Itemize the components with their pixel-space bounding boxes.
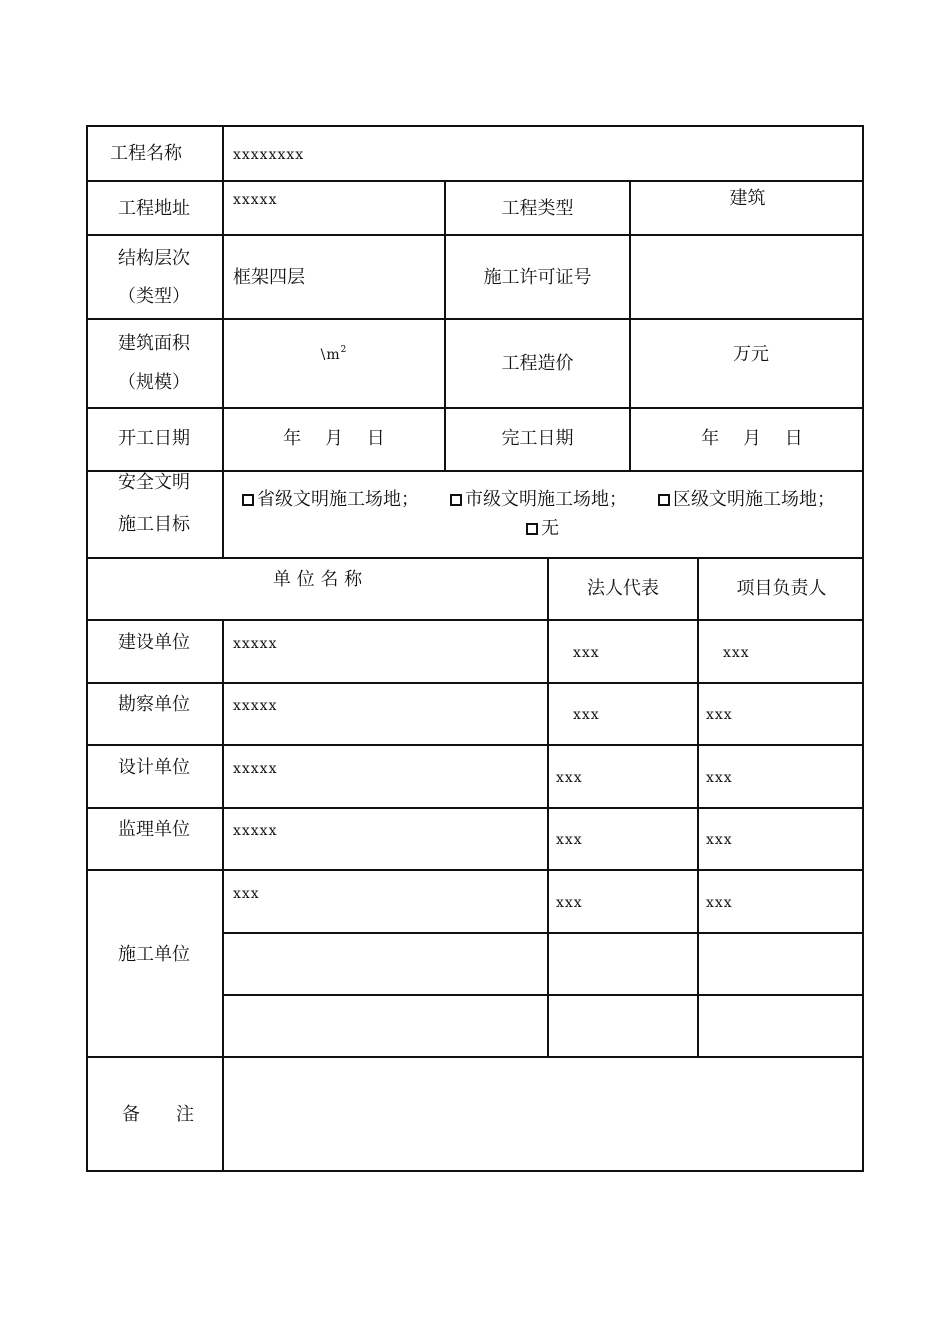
- unit-name-header: 单 位 名 称: [272, 569, 363, 590]
- project-address-value: xxxxx: [233, 192, 278, 208]
- row-divider: [88, 470, 864, 472]
- row-divider: [223, 932, 864, 934]
- row-divider: [88, 180, 864, 182]
- unit-manager: xxx: [706, 770, 733, 786]
- area-label-line2: （规模）: [118, 372, 190, 393]
- row-divider: [88, 557, 864, 559]
- row-divider: [88, 807, 864, 809]
- column-divider: [547, 557, 549, 1056]
- structure-label-line1: 结构层次: [118, 248, 190, 269]
- start-date-label: 开工日期: [118, 428, 190, 449]
- construction-unit-legal-rep: xxx: [556, 895, 583, 911]
- remarks-label: 备 注: [122, 1104, 194, 1125]
- unit-role: 建设单位: [118, 632, 190, 653]
- option-district[interactable]: [658, 491, 835, 509]
- column-divider: [444, 180, 446, 470]
- area-label-line1: 建筑面积: [118, 333, 190, 354]
- row-divider: [88, 318, 864, 320]
- row-divider: [88, 619, 864, 621]
- unit-role: 监理单位: [118, 819, 190, 840]
- column-divider: [629, 180, 631, 470]
- unit-legal-rep: xxx: [556, 770, 583, 786]
- unit-name: xxxxx: [233, 698, 278, 714]
- cost-label: 工程造价: [501, 353, 574, 374]
- project-type-label: 工程类型: [501, 198, 574, 219]
- start-date-value: 年 月 日: [283, 428, 385, 449]
- column-divider: [222, 127, 224, 557]
- unit-role: 设计单位: [118, 757, 190, 778]
- safety-label-line2: 施工目标: [118, 514, 190, 535]
- column-divider: [697, 557, 699, 1056]
- structure-value: 框架四层: [233, 267, 305, 288]
- end-date-label: 完工日期: [501, 428, 574, 449]
- option-label: 区级文明施工场地；: [673, 489, 835, 510]
- legal-rep-header: 法人代表: [587, 578, 659, 599]
- checkbox-icon[interactable]: [450, 494, 462, 506]
- option-label: 市级文明施工场地；: [465, 489, 627, 510]
- unit-manager: xxx: [706, 707, 733, 723]
- option-none[interactable]: [526, 520, 559, 538]
- structure-label-line2: （类型）: [118, 286, 190, 307]
- construction-unit-manager: xxx: [706, 895, 733, 911]
- project-name-value: xxxxxxxx: [233, 147, 305, 163]
- unit-name: xxxxx: [233, 823, 278, 839]
- safety-label-line1: 安全文明: [118, 472, 190, 493]
- area-value: $\backslash m^2$: [320, 345, 348, 363]
- unit-legal-rep: xxx: [556, 832, 583, 848]
- option-municipal[interactable]: [450, 491, 627, 509]
- row-divider: [88, 744, 864, 746]
- manager-header: 项目负责人: [736, 578, 827, 599]
- project-type-value: 建筑: [729, 188, 766, 209]
- option-provincial[interactable]: [242, 491, 419, 509]
- unit-manager: xxx: [723, 645, 750, 661]
- row-divider: [223, 994, 864, 996]
- option-label: 无: [541, 518, 559, 539]
- checkbox-icon[interactable]: [242, 494, 254, 506]
- permit-no-label: 施工许可证号: [483, 267, 592, 288]
- checkbox-icon[interactable]: [526, 523, 538, 535]
- row-divider: [88, 407, 864, 409]
- unit-name: xxxxx: [233, 636, 278, 652]
- end-date-value: 年 月 日: [701, 428, 803, 449]
- cost-unit: 万元: [733, 344, 769, 365]
- unit-legal-rep: xxx: [573, 645, 600, 661]
- project-address-label: 工程地址: [118, 198, 190, 219]
- option-label: 省级文明施工场地；: [257, 489, 419, 510]
- row-divider: [88, 869, 864, 871]
- column-divider: [222, 619, 224, 1172]
- project-name-label: 工程名称: [110, 143, 182, 164]
- row-divider: [88, 234, 864, 236]
- unit-name: xxxxx: [233, 761, 278, 777]
- project-info-form: [86, 125, 864, 1172]
- checkbox-icon[interactable]: [658, 494, 670, 506]
- unit-role: 勘察单位: [118, 694, 190, 715]
- unit-legal-rep: xxx: [573, 707, 600, 723]
- construction-unit-role: 施工单位: [118, 944, 190, 965]
- unit-manager: xxx: [706, 832, 733, 848]
- construction-unit-name: xxx: [233, 886, 260, 902]
- row-divider: [88, 682, 864, 684]
- row-divider: [88, 1056, 864, 1058]
